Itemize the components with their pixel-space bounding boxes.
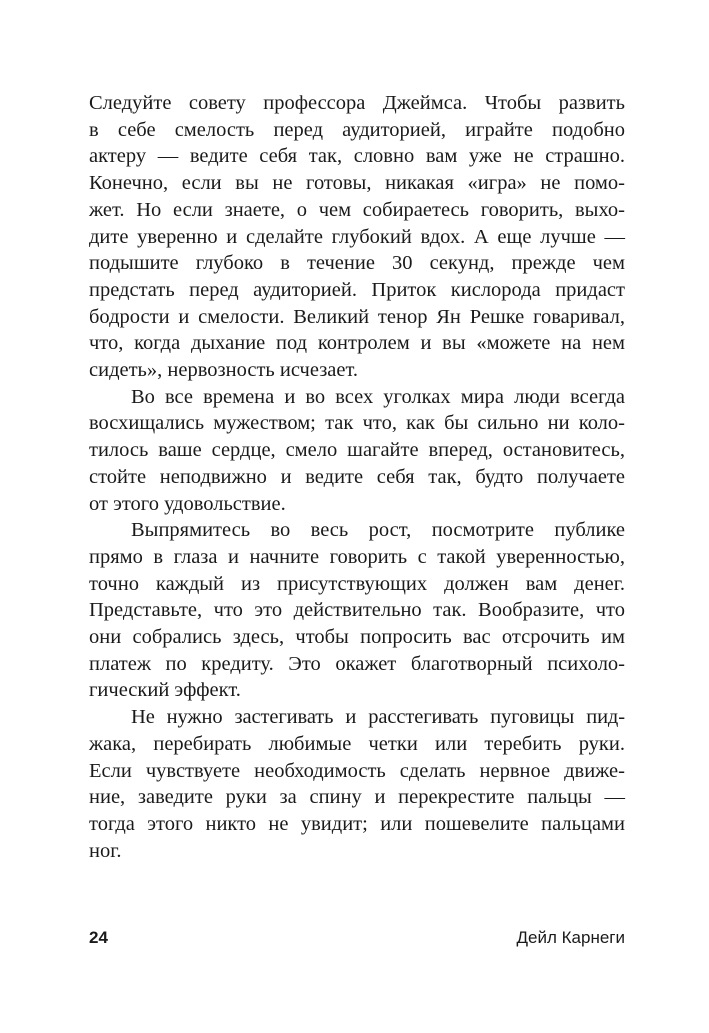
text-line: Конечно, если вы не готовы, никакая «игра» не помо- [89,172,625,195]
text-line: Не нужно застегивать и расстегивать пуговицы пид- [131,706,625,729]
text-line: Если чувствуете необходимость сделать нервное движе- [89,759,625,782]
text-line: Во все времена и во всех уголках мира люди всегда [131,385,625,408]
page-number: 24 [89,928,108,947]
text-line: жака, перебирать любимые четки или теребить руки. [89,732,625,755]
text-line: от этого удовольствие. [89,492,286,515]
text-line: предстать перед аудиторией. Приток кислорода придаст [89,278,625,301]
text-line: в себе смелость перед аудиторией, играйте подобно [89,118,625,141]
running-footer-author: Дейл Карнеги [516,928,625,947]
text-line: что, когда дыхание под контролем и вы «можете на нем [89,332,625,355]
text-line: бодрости и смелости. Великий тенор Ян Решке говаривал, [89,305,625,328]
text-line: Представьте, что это действительно так. Вообразите, что [89,599,625,622]
paragraph-4 [89,704,625,864]
text-line: тилось ваше сердце, смело шагайте вперед, остановитесь, [89,439,625,462]
text-line: платеж по кредиту. Это окажет благотворный психоло- [89,652,625,675]
text-line: Следуйте совету профессора Джеймса. Чтобы развить [89,92,625,114]
text-line: восхищались мужеством; так что, как бы сильно ни коло- [89,412,625,435]
text-line: гический эффект. [89,679,241,702]
text-line: жет. Но если знаете, о чем собираетесь говорить, выхо- [89,198,625,221]
text-line: дите уверенно и сделайте глубокий вдох. А еще лучше — [89,225,625,248]
text-line: тогда этого никто не увидит; или пошевелите пальцами [89,812,625,835]
text-line: ние, заведите руки за спину и перекрестите пальцы — [89,786,625,809]
paragraph-2 [89,384,625,518]
text-line: сидеть», нервозность исчезает. [89,359,359,382]
text-line: актеру — ведите себя так, словно вам уже не страшно. [89,145,625,168]
body-text [89,90,625,864]
paragraph-3 [89,517,625,704]
text-line: точно каждый из присутствующих должен вам денег. [89,572,625,595]
text-line: стойте неподвижно и ведите себя так, будто получаете [89,465,625,488]
paragraph-1 [89,90,625,384]
text-line: ног. [89,839,122,862]
text-line: они собрались здесь, чтобы попросить вас отсрочить им [89,626,625,649]
page-footer [89,928,625,954]
text-line: прямо в глаза и начните говорить с такой уверенностью, [89,545,625,568]
text-line: Выпрямитесь во весь рост, посмотрите публике [131,519,625,542]
text-line: подышите глубоко в течение 30 секунд, прежде чем [89,252,625,275]
